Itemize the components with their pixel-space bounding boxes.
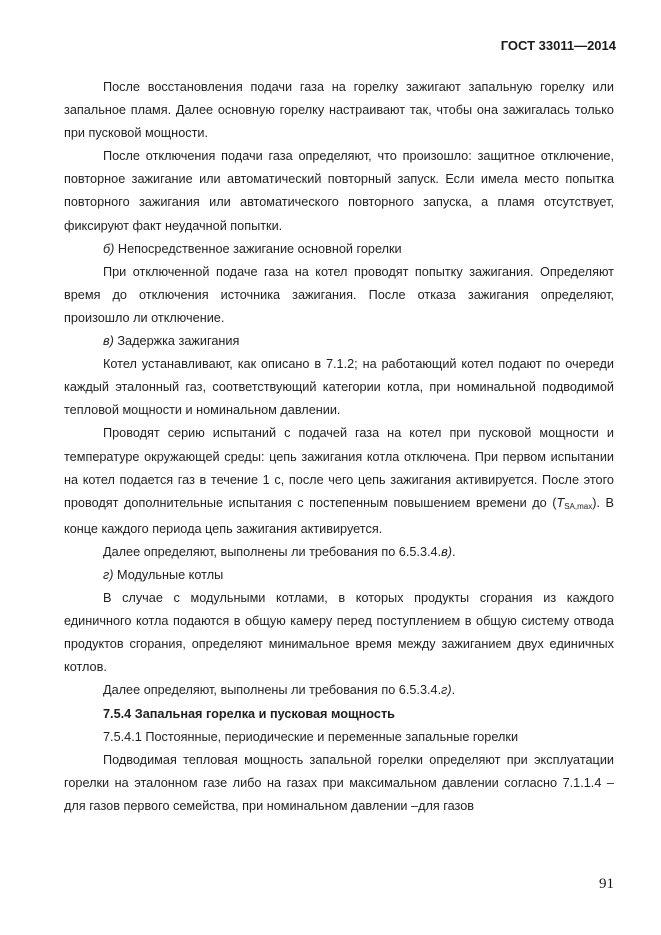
list-marker: в) xyxy=(103,334,114,349)
paragraph: При отключенной подаче газа на котел проводят попытку зажигания. Определяют время до отключения источника зажигания. После отказа зажигания определяют, произошло ли отключение. xyxy=(64,264,614,325)
page-number: 91 xyxy=(599,876,614,892)
paragraph: Котел устанавливают, как описано в 7.1.2; на работающий котел подают по очереди каждый эталонный газ, соответствующий категории котла, при номинальной подводимой тепловой мощности и номинальном давлении. xyxy=(64,357,614,418)
list-item-text: Модульные котлы xyxy=(113,567,224,582)
section-heading: 7.5.4 Запальная горелка и пусковая мощность xyxy=(103,706,395,721)
paragraph xyxy=(64,422,614,540)
list-marker: г) xyxy=(103,567,114,582)
list-item-b xyxy=(64,238,614,261)
paragraph xyxy=(64,679,614,702)
list-item-g xyxy=(64,564,614,587)
punctuation: . xyxy=(451,544,456,559)
time-symbol: T xyxy=(556,495,565,510)
paragraph: Подводимая тепловая мощность запальной горелки определяют при эксплуатации горелки на эталонном газе либо на газах при максимальном давлении согласно 7.1.1.4 – для газов первого семейства, при номинальном давлении –для газов xyxy=(64,752,614,813)
standard-code-header: ГОСТ 33011—2014 xyxy=(500,38,616,53)
punctuation: . xyxy=(451,683,456,698)
list-item-text: Задержка зажигания xyxy=(113,334,240,349)
paragraph-text: Проводят серию испытаний с подачей газа на котел при пусковой мощности и температуре окружающей среды: цепь зажигания котла отключена. При первом испытании на котел подается газ в течение 1 с, после чего цепь зажигания активируется. После этого проводят дополнительные испытания с постепенным повышением времени до ( xyxy=(64,426,614,510)
paragraph: После восстановления подачи газа на горелку зажигают запальную горелку или запальное пламя. Далее основную горелку настраивают так, чтобы она зажигалась только при пусковой мощности. xyxy=(64,80,614,141)
requirement-ref: г) xyxy=(441,683,452,698)
list-marker: б) xyxy=(103,241,115,256)
paragraph-text: Далее определяют, выполнены ли требования по 6.5.3.4. xyxy=(103,544,442,559)
subsection-title: 7.5.4.1 Постоянные, периодические и переменные запальные горелки xyxy=(103,729,519,744)
requirement-ref: в) xyxy=(441,544,452,559)
list-item-v xyxy=(64,330,614,353)
document-body xyxy=(64,76,614,818)
paragraph: После отключения подачи газа определяют, что произошло: защитное отключение, повторное зажигание или автоматический повторный запуск. Если имела место попытка повторного зажигания или автоматического повторного запуска, а пламя отсутствует, фиксируют факт неудачной попытки. xyxy=(64,149,614,233)
list-item-text: Непосредственное зажигание основной горелки xyxy=(114,241,402,256)
paragraph-text: ). В конце каждого периода цепь зажигания активируется. xyxy=(64,495,614,536)
paragraph: В случае с модульными котлами, в которых продукты сгорания из каждого единичного котла подаются в общую камеру перед поступлением в общую систему отвода продуктов сгорания, определяют минимальное время между зажиганием двух единичных котлов. xyxy=(64,591,614,675)
paragraph-text: Далее определяют, выполнены ли требования по 6.5.3.4. xyxy=(103,683,442,698)
paragraph xyxy=(64,541,614,564)
time-subscript: SA,max xyxy=(564,501,593,511)
